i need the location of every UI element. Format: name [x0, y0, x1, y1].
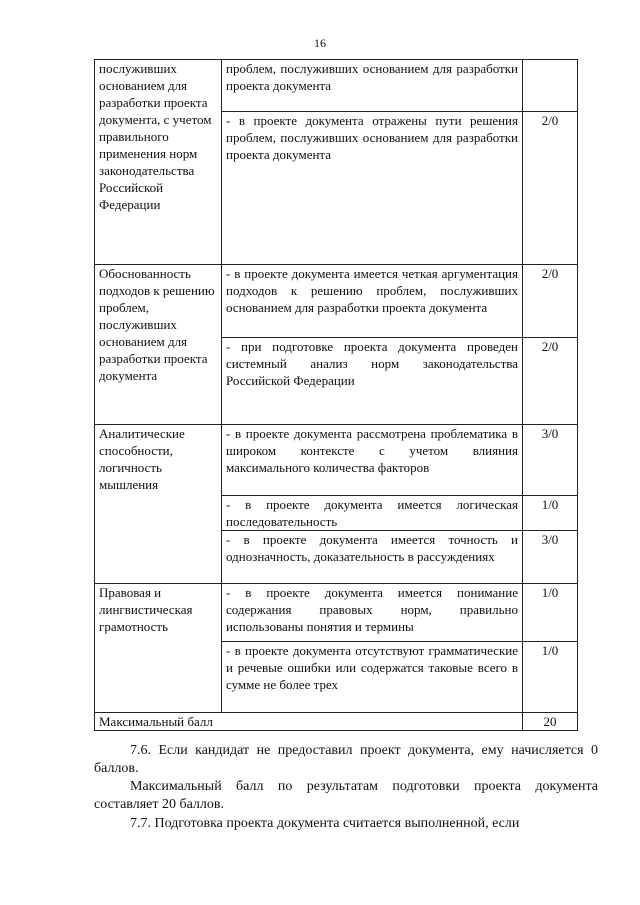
table-row: [95, 584, 578, 642]
criterion-cell: Обоснованность подходов к решению проблем, послуживших основанием для разработки проекта документа: [95, 265, 222, 425]
score-cell: 3/0: [523, 425, 578, 496]
score-cell: 2/0: [523, 338, 578, 425]
indicator-cell: - в проекте документа имеется точность и однозначность, доказательность в рассуждениях: [222, 531, 523, 584]
score-cell: [523, 60, 578, 112]
score-cell: 3/0: [523, 531, 578, 584]
table-row: [95, 60, 578, 112]
indicator-cell: - в проекте документа имеется логическая последовательность: [222, 496, 523, 531]
paragraph-7-6: 7.6. Если кандидат не предоставил проект документа, ему начисляется 0 баллов.: [94, 743, 598, 776]
max-score-label: Максимальный балл: [95, 713, 523, 731]
score-cell: 1/0: [523, 584, 578, 642]
criterion-cell: Правовая и лингвистическая грамотность: [95, 584, 222, 713]
page-number: 16: [314, 36, 326, 50]
score-cell: 1/0: [523, 496, 578, 531]
indicator-cell: - в проекте документа имеется понимание содержания правовых норм, правильно использованы понятия и термины: [222, 584, 523, 642]
indicator-cell: проблем, послуживших основанием для разработки проекта документа: [222, 60, 523, 112]
criterion-cell: Аналитические способности, логичность мышления: [95, 425, 222, 584]
indicator-cell: - в проекте документа отражены пути решения проблем, послуживших основанием для разработки проекта документа: [222, 112, 523, 265]
table-row: [95, 265, 578, 338]
paragraph-max-score: Максимальный балл по результатам подготовки проекта документа составляет 20 баллов.: [94, 779, 598, 812]
criterion-cell: послуживших основанием для разработки проекта документа, с учетом правильного применения норм законодательства Российской Федерации: [95, 60, 222, 265]
score-cell: 1/0: [523, 642, 578, 713]
table-row: [95, 425, 578, 496]
total-row: [95, 713, 578, 731]
indicator-cell: - в проекте документа имеется четкая аргументация подходов к решению проблем, послуживших основанием для разработки проекта документа: [222, 265, 523, 338]
indicator-cell: - при подготовке проекта документа проведен системный анализ норм законодательства Российской Федерации: [222, 338, 523, 425]
max-score-value: 20: [523, 713, 578, 731]
evaluation-criteria-table: [94, 59, 578, 731]
score-cell: 2/0: [523, 112, 578, 265]
indicator-cell: - в проекте документа отсутствуют грамматические и речевые ошибки или содержатся таковые всего в сумме не более трех: [222, 642, 523, 713]
paragraph-7-7: 7.7. Подготовка проекта документа считается выполненной, если: [130, 816, 520, 831]
score-cell: 2/0: [523, 265, 578, 338]
indicator-cell: - в проекте документа рассмотрена проблематика в широком контексте с учетом влияния максимального количества факторов: [222, 425, 523, 496]
